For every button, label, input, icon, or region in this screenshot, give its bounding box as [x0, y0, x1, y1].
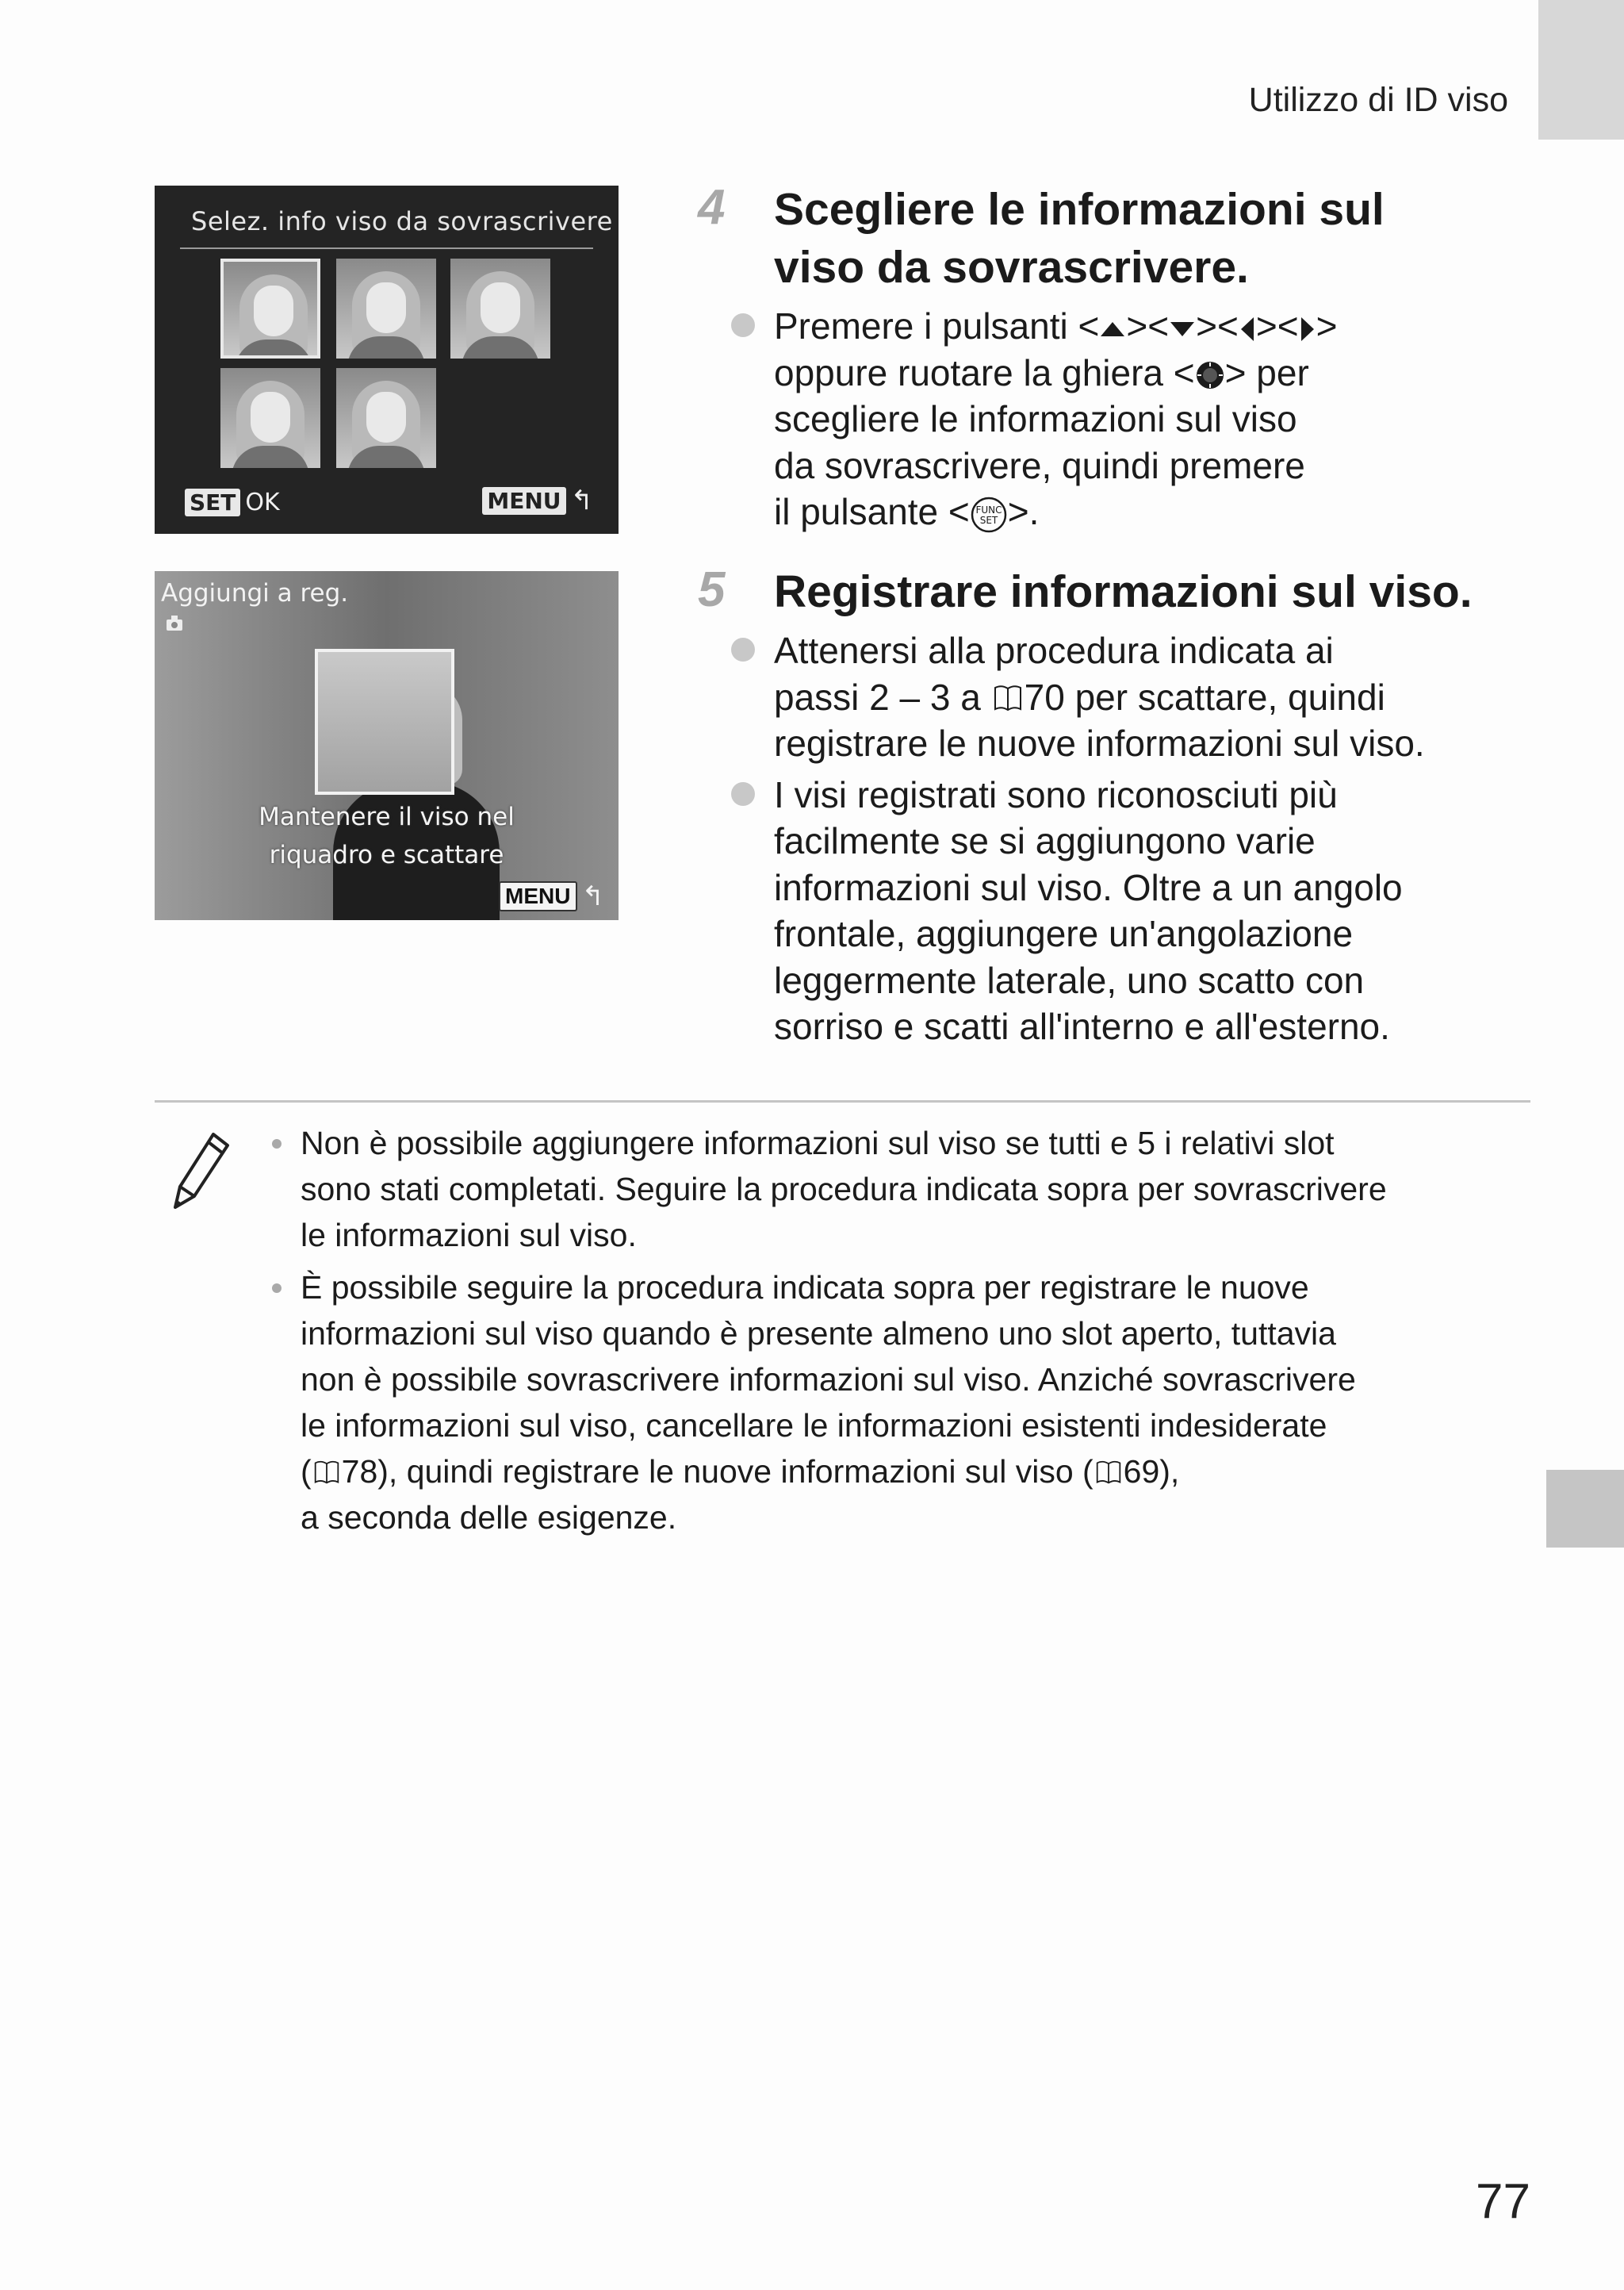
step-bullet: I visi registrati sono riconosciuti più facilmente se si aggiungono varie informazioni sul viso. Oltre a un angolo frontale, aggiungere un'angolazione leggermente laterale, uno scatto con sorriso e scatti all'interno e all'esterno. — [774, 772, 1538, 1050]
chapter-tab — [1538, 0, 1624, 140]
right-arrow-icon — [1299, 316, 1316, 343]
step-number: 4 — [698, 180, 726, 235]
face-frame — [315, 649, 454, 795]
note-item: Non è possibile aggiungere informazioni sul viso se tutti e 5 i relativi slot sono stati completati. Seguire la procedura indicata sopra per sovrascrivere le informazioni sul viso. — [301, 1120, 1530, 1258]
pencil-note-icon — [170, 1128, 234, 1223]
page-header-title: Utilizzo di ID viso — [1248, 81, 1508, 119]
step-bullet: Attenersi alla procedura indicata ai passi 2 – 3 a 70 per scattare, quindi registrare le nuove informazioni sul viso. — [774, 627, 1538, 767]
step-4 — [698, 181, 1538, 535]
left-arrow-icon — [1239, 316, 1256, 343]
book-reference-icon — [993, 683, 1023, 713]
set-badge: SET — [185, 489, 240, 516]
chapter-tab-marker — [1546, 1470, 1624, 1548]
svg-text:FUNC: FUNC — [975, 504, 1002, 516]
face-thumbnail — [336, 368, 436, 468]
book-reference-icon — [1095, 1459, 1122, 1486]
down-arrow-icon — [1169, 320, 1196, 339]
section-divider — [155, 1100, 1530, 1103]
face-thumbnail — [450, 259, 550, 359]
screen-message: Mantenere il viso nel riquadro e scattare — [259, 803, 515, 869]
step-number: 5 — [698, 562, 726, 617]
face-thumbnail — [336, 259, 436, 359]
func-set-button-icon — [970, 496, 1008, 534]
set-ok-hint — [185, 489, 280, 516]
face-thumbnail — [220, 259, 320, 359]
step-title: Registrare informazioni sul viso. — [774, 566, 1473, 617]
page-number: 77 — [1476, 2174, 1530, 2229]
screen-title: Selez. info viso da sovrascrivere — [191, 206, 613, 236]
book-reference-icon — [313, 1459, 340, 1486]
menu-badge: MENU — [499, 881, 576, 911]
up-arrow-icon — [1099, 320, 1126, 339]
note-item: È possibile seguire la procedura indicata sopra per registrare le nuove informazioni sul viso quando è presente almeno uno slot aperto, tuttavia non è possibile sovrascrivere informazioni sul viso. Anziché sovrascrivere le informazioni sul viso, cancellare le informazioni esistenti indesiderate ( 78), quindi registrare le nuove informazioni sul viso ( 69), a seconda delle esigenze. — [301, 1264, 1530, 1540]
step-5 — [698, 563, 1538, 1050]
camera-screen-select-face — [155, 186, 619, 534]
screen-title: Aggiungi a reg. — [161, 579, 349, 608]
camera-screen-add-face — [155, 571, 619, 920]
face-thumbnail — [220, 368, 320, 468]
control-dial-icon — [1195, 360, 1225, 390]
screen-divider — [180, 247, 593, 249]
back-arrow-icon: ↰ — [581, 881, 604, 911]
ok-label: OK — [245, 489, 280, 516]
menu-back-hint — [482, 485, 593, 516]
menu-badge: MENU — [482, 487, 565, 515]
svg-text:SET: SET — [979, 514, 998, 526]
step-title: Scegliere le informazioni sul viso da sovrascrivere. — [774, 184, 1385, 293]
step-bullet: Premere i pulsanti < >< >< >< > oppure ruotare la ghiera < > per scegliere le informazioni sul viso da sovrascrivere, quindi premere il pulsante < FUNC SET >. — [774, 303, 1538, 535]
note-box — [155, 1120, 1530, 1540]
camera-icon — [166, 614, 183, 631]
back-arrow-icon: ↰ — [570, 485, 593, 516]
menu-back-hint — [499, 880, 604, 912]
